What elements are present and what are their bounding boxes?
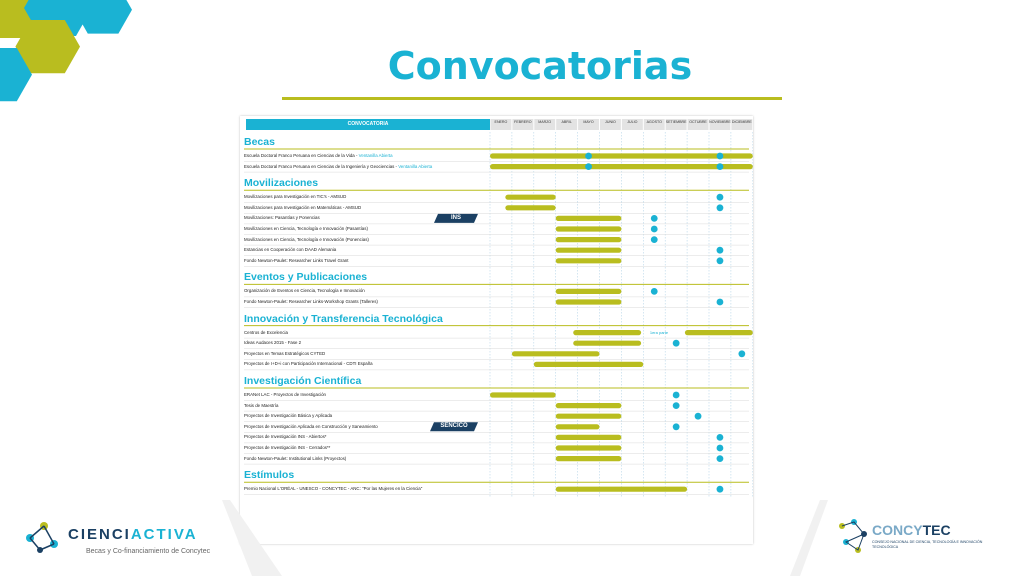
timeline-bar bbox=[505, 195, 555, 200]
row-label: Organización de Eventos en Ciencia, Tecnología e Innovación bbox=[244, 288, 365, 294]
timeline-bar bbox=[556, 487, 687, 492]
molecule-icon bbox=[22, 518, 62, 558]
row-label: Movilizaciones en Ciencia, Tecnología e Innovación (Ponencias) bbox=[244, 236, 369, 242]
deadline-dot bbox=[717, 204, 724, 211]
timeline-bar bbox=[556, 237, 622, 242]
cienciactiva-brand: CIENCIACTIVA bbox=[68, 526, 198, 543]
timeline-bar bbox=[490, 153, 753, 158]
month-header-3: MARZO bbox=[538, 120, 552, 124]
concytec-subtitle: CONSEJO NACIONAL DE CIENCIA, TECNOLOGÍA E INNOVACIÓN TECNOLÓGICA bbox=[872, 540, 983, 549]
row-label: Tesis de Maestría bbox=[244, 402, 279, 408]
row-label: Movilizaciones para Investigación en TIC's - AMSUD bbox=[244, 194, 347, 200]
timeline-bar bbox=[556, 299, 622, 304]
row-label: Movilizaciones: Pasantías y Ponencias bbox=[244, 215, 320, 221]
month-header-1: ENERO bbox=[494, 120, 508, 124]
month-header-2: FEBRERO bbox=[514, 120, 532, 124]
deadline-dot bbox=[717, 445, 724, 452]
deadline-dot bbox=[651, 288, 658, 295]
deadline-dot bbox=[651, 215, 658, 222]
calendar-sheet bbox=[240, 116, 753, 544]
corner-decoration-right bbox=[790, 500, 830, 576]
slide-title: Convocatorias bbox=[387, 44, 693, 88]
deadline-dot bbox=[738, 350, 745, 357]
deadline-dot bbox=[651, 236, 658, 243]
timeline-bar bbox=[556, 289, 622, 294]
row-label: Movilizaciones para Investigación en Matemáticas - AMSUD bbox=[244, 204, 362, 210]
timeline-bar bbox=[490, 392, 556, 397]
concytec-logo bbox=[836, 512, 996, 564]
timeline-bar bbox=[573, 330, 641, 335]
timeline-bar bbox=[573, 341, 641, 346]
timeline-bar bbox=[556, 435, 622, 440]
deadline-dot bbox=[717, 299, 724, 306]
deadline-dot bbox=[673, 423, 680, 430]
row-label: Escuela Doctoral Franco Peruana en Ciencias de la Vida - Ventanilla Abierta bbox=[244, 153, 393, 158]
row-label-link: Ventanilla Abierta bbox=[398, 163, 433, 169]
row-label: Estancias en Cooperación con DAAD Alemania bbox=[244, 247, 337, 253]
corner-decoration-left bbox=[222, 500, 282, 576]
row-label: Centros de Excelencia bbox=[244, 329, 288, 335]
section-title: Movilizaciones bbox=[244, 177, 319, 190]
row-label: Proyectos de Investigación INS - Cerrados** bbox=[244, 445, 331, 450]
network-icon bbox=[836, 518, 870, 558]
concytec-brand: CONCYTEC bbox=[872, 522, 951, 538]
deadline-dot bbox=[673, 402, 680, 409]
row-label: Proyectos en Temas Estratégicos CYTED bbox=[244, 350, 326, 356]
month-header-4: ABRIL bbox=[561, 120, 572, 124]
row-label: Proyectos de Investigación Aplicada en Construcción y Saneamiento bbox=[244, 423, 378, 429]
deadline-dot bbox=[717, 257, 724, 264]
month-header-10: OCTUBRE bbox=[689, 120, 707, 124]
timeline-bar bbox=[512, 351, 600, 356]
title-underline bbox=[282, 97, 782, 100]
deadline-dot bbox=[717, 486, 724, 493]
timeline-bar bbox=[556, 216, 622, 221]
row-label: Ideas Audaces 2015 - Fase 2 bbox=[244, 340, 302, 346]
header-label: CONVOCATORIA bbox=[347, 121, 389, 127]
cienciactiva-subtitle: Becas y Co-financiamiento de Concytec bbox=[86, 548, 211, 555]
row-label: Escuela Doctoral Franco Peruana en Ciencias de la Ingeniería y Geociencias - Ventanilla Abierta bbox=[244, 163, 433, 169]
sencico-tag: SENCICO bbox=[440, 423, 468, 430]
section-title: Eventos y Publicaciones bbox=[244, 271, 368, 284]
section-title: Investigación Científica bbox=[244, 375, 362, 387]
month-header-12: DICIEMBRE bbox=[731, 120, 752, 124]
month-header-5: MAYO bbox=[583, 120, 594, 124]
row-label: Proyectos de Investigación Básica y Aplicada bbox=[244, 413, 333, 419]
cienciactiva-logo bbox=[22, 514, 222, 564]
first-part-note: 1era parte bbox=[649, 329, 669, 335]
row-label: Movilizaciones en Ciencia, Tecnología e Innovación (Pasantías) bbox=[244, 226, 368, 231]
timeline-bar bbox=[556, 403, 622, 408]
decorative-hexagons bbox=[0, 0, 140, 110]
timeline-bar bbox=[556, 414, 622, 419]
row-label: Fondo Newton-Paulet: Institutional Links (Proyectos) bbox=[244, 455, 347, 461]
month-header-9: SETIEMBRE bbox=[665, 120, 687, 124]
month-header-11: NOVIEMBRE bbox=[709, 120, 731, 124]
deadline-dot bbox=[695, 413, 702, 420]
deadline-dot bbox=[673, 392, 680, 399]
row-label: Premio Nacional L'ORÉAL - UNESCO - CONCYTEC - ANC: "Por las Mujeres en la Ciencia" bbox=[244, 486, 423, 492]
ins-tag: INS bbox=[450, 214, 461, 221]
timeline-bar bbox=[556, 456, 622, 461]
timeline-bar bbox=[556, 445, 622, 450]
row-label: ERANet LAC - Proyectos de Investigación bbox=[244, 392, 326, 397]
section-title: Estímulos bbox=[244, 469, 295, 482]
deadline-dot bbox=[717, 194, 724, 201]
timeline-bar bbox=[556, 226, 622, 231]
deadline-dot bbox=[585, 163, 592, 170]
row-label: Fondo Newton-Paulet: Researcher Links Travel Grant bbox=[244, 257, 349, 263]
row-label: Proyectos de Investigación INS - Abiertos* bbox=[244, 434, 327, 440]
timeline-bar bbox=[505, 205, 555, 210]
timeline-bar bbox=[556, 248, 622, 253]
deadline-dot bbox=[673, 340, 680, 347]
deadline-dot bbox=[717, 455, 724, 462]
deadline-dot bbox=[717, 434, 724, 441]
row-label: Fondo Newton-Paulet: Researcher Links-Workshop Grants (Talleres) bbox=[244, 299, 378, 304]
timeline-bar bbox=[534, 362, 644, 367]
deadline-dot bbox=[717, 163, 724, 170]
timeline-bar bbox=[490, 164, 753, 169]
timeline-bar bbox=[556, 424, 600, 429]
row-label-link: Ventanilla Abierta bbox=[358, 153, 393, 158]
deadline-dot bbox=[717, 153, 724, 160]
section-title: Becas bbox=[244, 136, 275, 148]
section-title: Innovación y Transferencia Tecnológica bbox=[244, 312, 443, 325]
month-header-7: JULIO bbox=[627, 120, 638, 124]
deadline-dot bbox=[717, 247, 724, 254]
deadline-dot bbox=[651, 226, 658, 233]
month-header-6: JUNIO bbox=[605, 120, 616, 124]
timeline-bar bbox=[685, 330, 753, 335]
row-label: Proyectos de I+D+i con Participación Internacional - CDTI España bbox=[244, 361, 373, 367]
deadline-dot bbox=[585, 153, 592, 160]
timeline-bar bbox=[556, 258, 622, 263]
month-header-8: AGOSTO bbox=[646, 120, 662, 124]
